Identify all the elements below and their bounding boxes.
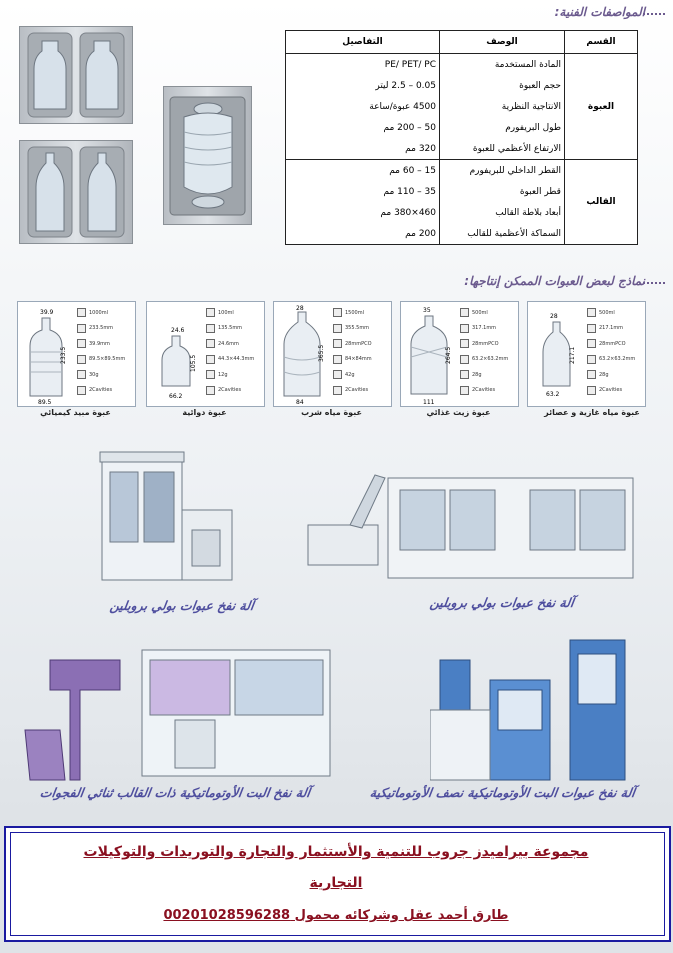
sample-card xyxy=(17,301,136,407)
svg-text:28: 28 xyxy=(550,313,558,320)
svg-text:365.5: 365.5 xyxy=(318,344,325,362)
sample-caption: عبوة مبيد كيميائي xyxy=(40,408,111,417)
heading-dots xyxy=(643,13,665,15)
jug-mold-illustration xyxy=(164,87,251,224)
spec-icon xyxy=(460,355,469,364)
spec-list: 500ml 217.1mm 28mmPCO 63.2×63.2mm 28g 2Cavities xyxy=(587,305,642,398)
bottle-drawing xyxy=(147,302,207,406)
detail-cell: 50 – 200 مم xyxy=(286,117,440,138)
spec-icon xyxy=(206,386,215,395)
machine-image-1 xyxy=(92,450,242,600)
detail-cell: 4500 عبوة/ساعة xyxy=(286,96,440,117)
bottle-mold-illustration xyxy=(20,27,132,123)
desc-cell: السماكة الأعظمية للقالب xyxy=(440,223,565,245)
spec-icon xyxy=(460,308,469,317)
detail-cell: PE/ PET/ PC xyxy=(286,54,440,76)
bottle-drawing xyxy=(18,302,78,406)
machine-caption: آلة نفخ عبوات البت الأوتوماتيكية نصف الأوتوماتيكية xyxy=(368,785,636,800)
col-header-description: الوصف xyxy=(440,31,565,54)
detail-cell: 200 مم xyxy=(286,223,440,245)
category-cell: القالب xyxy=(565,160,638,245)
detail-cell: 0.05 – 2.5 ليتر xyxy=(286,75,440,96)
col-header-details: التفاصيل xyxy=(286,31,440,54)
spec-icon xyxy=(460,339,469,348)
svg-text:264.5: 264.5 xyxy=(445,346,452,364)
mold-image-2 xyxy=(19,140,133,244)
contact-line: طارق أحمد عقل وشركائه محمول 00201028596288 xyxy=(163,908,509,923)
machine-image-4 xyxy=(430,630,640,790)
spec-icon xyxy=(587,308,596,317)
svg-text:24.6: 24.6 xyxy=(171,327,185,334)
svg-text:35: 35 xyxy=(423,307,431,314)
spec-list: 1500ml 355.5mm 28mmPCO 84×84mm 42g 2Cavities xyxy=(333,305,388,398)
desc-cell: أبعاد بلاطة القالب xyxy=(440,202,565,223)
sample-card xyxy=(273,301,392,407)
spec-icon xyxy=(587,355,596,364)
spec-icon xyxy=(206,370,215,379)
machine-image-2 xyxy=(300,470,640,590)
desc-cell: الارتفاع الأعظمي للعبوة xyxy=(440,138,565,160)
svg-text:217.1: 217.1 xyxy=(569,346,576,364)
spec-icon xyxy=(460,324,469,333)
spec-icon xyxy=(206,308,215,317)
spec-list: 1000ml 233.5mm 39.9mm 89.5×89.5mm 30g 2Cavities xyxy=(77,305,132,398)
svg-text:66.2: 66.2 xyxy=(169,393,183,400)
spec-icon xyxy=(77,355,86,364)
sample-caption: عبوة زيت غذائي xyxy=(426,408,491,417)
svg-text:111: 111 xyxy=(423,399,435,406)
machine-caption: آلة نفخ عبوات بولي بروبلين xyxy=(428,595,575,610)
spec-icon xyxy=(333,308,342,317)
dim-top: 39.9 xyxy=(40,309,54,316)
sample-caption: عبوة مياه شرب xyxy=(301,408,362,417)
detail-cell: 15 – 60 مم xyxy=(286,160,440,182)
sample-card xyxy=(146,301,265,407)
spec-icon xyxy=(206,324,215,333)
spec-icon xyxy=(77,386,86,395)
dim-bottom: 89.5 xyxy=(38,399,52,406)
bottle-drawing xyxy=(401,302,461,406)
sample-card xyxy=(527,301,646,407)
spec-icon xyxy=(333,355,342,364)
desc-cell: طول البريفورم xyxy=(440,117,565,138)
spec-icon xyxy=(333,339,342,348)
spec-list: 100ml 135.5mm 24.6mm 44.3×44.3mm 12g 2Cavities xyxy=(206,305,261,398)
bottle-drawing xyxy=(528,302,588,406)
samples-heading: نماذج لبعض العبوات الممكن إنتاجها: xyxy=(464,274,645,288)
spec-icon xyxy=(333,324,342,333)
specs-heading: المواصفات الفنية: xyxy=(554,5,645,19)
detail-cell: 460×380 مم xyxy=(286,202,440,223)
specs-table xyxy=(285,30,638,245)
company-name-cont: التجارية xyxy=(309,875,363,891)
sample-caption: عبوة دوائية xyxy=(182,408,227,417)
spec-icon xyxy=(460,370,469,379)
spec-icon xyxy=(77,308,86,317)
company-name: مجموعة بيراميدز جروب للتنمية والأستثمار والتجارة والتوريدات والتوكيلات xyxy=(83,844,589,860)
spec-icon xyxy=(77,339,86,348)
sample-card xyxy=(400,301,519,407)
dim-height: 233.5 xyxy=(60,346,67,364)
heading-dots xyxy=(643,282,665,284)
machine-caption: آلة نفخ عبوات بولي بروبلين xyxy=(108,598,255,613)
spec-icon xyxy=(77,324,86,333)
desc-cell: حجم العبوة xyxy=(440,75,565,96)
desc-cell: الانتاجية النظرية xyxy=(440,96,565,117)
desc-cell: قطر العبوة xyxy=(440,181,565,202)
table-row xyxy=(286,160,638,182)
category-cell: العبوة xyxy=(565,54,638,160)
spec-icon xyxy=(587,370,596,379)
desc-cell: القطر الداخلي للبريفورم xyxy=(440,160,565,182)
spec-icon xyxy=(333,386,342,395)
spec-icon xyxy=(587,324,596,333)
spec-icon xyxy=(333,370,342,379)
desc-cell: المادة المستخدمة xyxy=(440,54,565,76)
footer-box xyxy=(4,826,671,942)
spec-icon xyxy=(206,355,215,364)
bottle-drawing xyxy=(274,302,334,406)
spec-icon xyxy=(77,370,86,379)
col-header-category: القسم xyxy=(565,31,638,54)
detail-cell: 320 مم xyxy=(286,138,440,160)
detail-cell: 35 – 110 مم xyxy=(286,181,440,202)
machine-image-3 xyxy=(20,640,340,790)
sample-caption: عبوة مياه غازية و عصائر xyxy=(544,408,640,417)
svg-text:105.5: 105.5 xyxy=(190,354,197,372)
bottle-mold-illustration xyxy=(20,141,132,243)
table-row xyxy=(286,54,638,76)
spec-icon xyxy=(587,386,596,395)
mold-image-3 xyxy=(163,86,252,225)
spec-list: 500ml 317.1mm 28mmPCO 63.2×63.2mm 28g 2Cavities xyxy=(460,305,515,398)
spec-icon xyxy=(460,386,469,395)
svg-text:84: 84 xyxy=(296,399,304,406)
spec-icon xyxy=(587,339,596,348)
spec-icon xyxy=(206,339,215,348)
mold-image-1 xyxy=(19,26,133,124)
svg-text:28: 28 xyxy=(296,305,304,312)
machine-caption: آلة نفخ البت الأوتوماتيكية ذات القالب ثنائي الفجوات xyxy=(38,785,312,800)
svg-text:63.2: 63.2 xyxy=(546,391,560,398)
